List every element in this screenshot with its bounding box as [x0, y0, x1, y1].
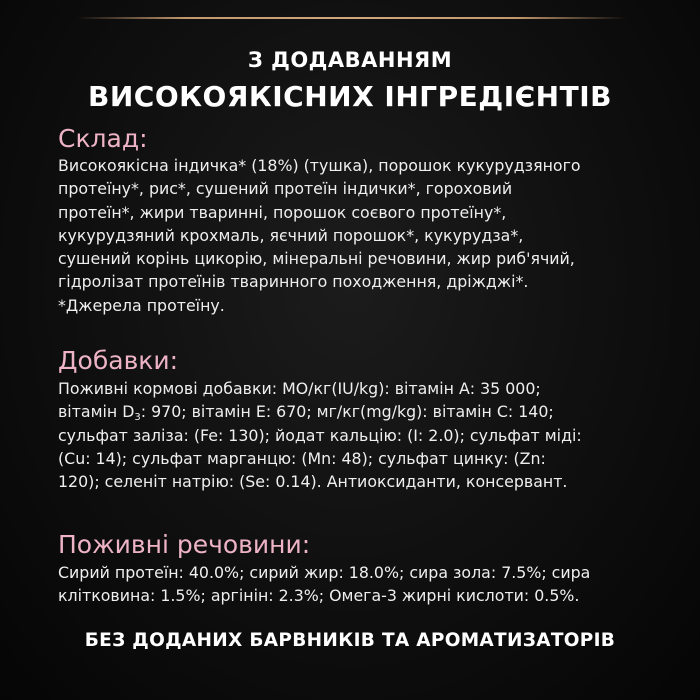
- additives-line: (Cu: 14); сульфат марганцю: (Mn: 48); сульфат цинку: (Zn:: [58, 448, 546, 468]
- footer-statement: БЕЗ ДОДАНИХ БАРВНИКІВ ТА АРОМАТИЗАТОРІВ: [84, 630, 616, 651]
- additives-line: [58, 400, 668, 423]
- additives-line-rest: : 970; вітамін Е: 670; мг/кг(mg/kg): вітамін С: 140;: [140, 402, 554, 422]
- decorative-gold-line: [76, 17, 626, 19]
- composition-line: протеїну*, рис*, сушений протеїн індички*, гороховий: [58, 179, 513, 199]
- composition-footnote: *Джерела протеїну.: [58, 295, 225, 315]
- additives-line: Поживні кормові добавки: МО/кг(IU/kg): вітамін А: 35 000;: [58, 379, 541, 398]
- composition-line: Високоякісна індичка* (18%) (тушка), порошок кукурудзяного: [58, 156, 581, 175]
- composition-line: гідролізат протеїнів тваринного походження, дріжджі*.: [58, 272, 529, 292]
- additives-vitamin-d-subscript: 3: [134, 412, 141, 424]
- nutrients-line: Сирий протеїн: 40.0%; сирий жир: 18.0%; сира зола: 7.5%; сира: [58, 563, 591, 582]
- composition-text: [58, 154, 668, 317]
- composition-line: сушений корінь цикорію, мінеральні речовини, жир риб'ячий,: [58, 249, 575, 269]
- headline-line-1: З ДОДАВАННЯМ: [247, 48, 453, 72]
- nutrients-line: клітковина: 1.5%; аргінін: 2.3%; Омега-3 жирні кислоти: 0.5%.: [58, 586, 580, 606]
- nutrients-text: [58, 561, 668, 608]
- nutrients-title: Поживні речовини:: [58, 530, 311, 559]
- headline-line-2: ВИСОКОЯКІСНИХ ІНГРЕДІЄНТІВ: [88, 80, 612, 113]
- additives-line: сульфат заліза: (Fe: 130); йодат кальцію: (I: 2.0); сульфат міді:: [58, 425, 582, 445]
- composition-line: кукурудзяний крохмаль, яєчний порошок*, кукурудза*,: [58, 225, 524, 245]
- composition-title: Склад:: [58, 124, 148, 153]
- composition-line: протеїн*, жири тваринні, порошок соєвого протеїну*,: [58, 202, 507, 222]
- additives-line: 120); селеніт натрію: (Se: 0.14). Антиоксиданти, консервант.: [58, 472, 568, 492]
- additives-vitamin-d-label: вітамін D: [58, 402, 135, 422]
- additives-text: [58, 377, 668, 493]
- additives-title: Добавки:: [58, 346, 179, 375]
